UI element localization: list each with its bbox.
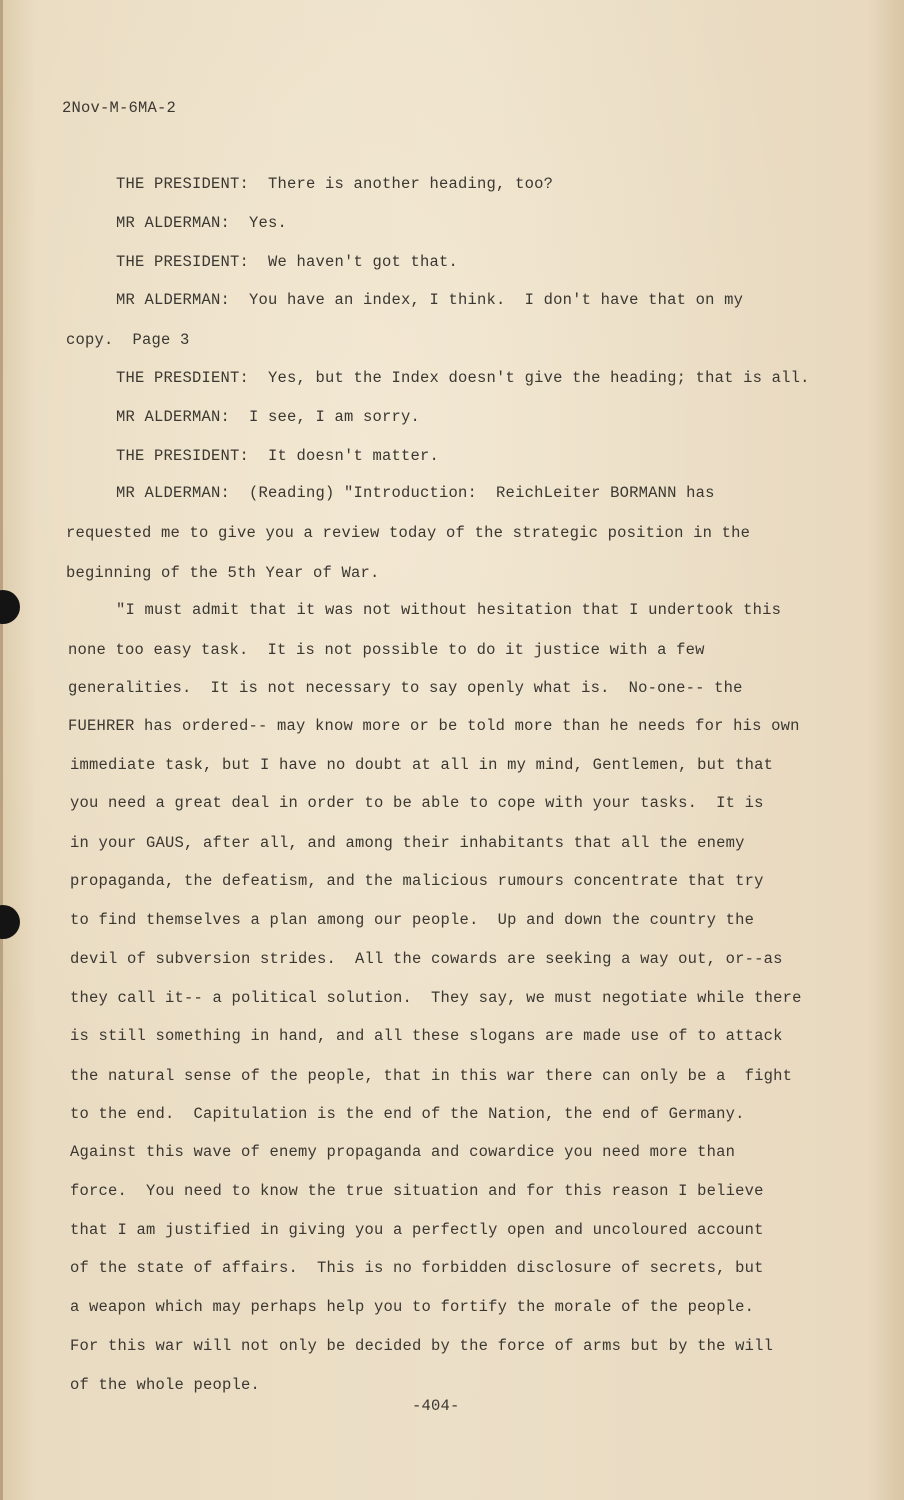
text-line: propaganda, the defeatism, and the malicious rumours concentrate that try — [70, 872, 764, 890]
text-line: beginning of the 5th Year of War. — [66, 564, 380, 582]
text-line: "I must admit that it was not without hesitation that I undertook this — [116, 601, 782, 619]
text-line: MR ALDERMAN: I see, I am sorry. — [116, 408, 421, 426]
text-line: immediate task, but I have no doubt at all in my mind, Gentlemen, but that — [70, 756, 774, 774]
text-line: THE PRESIDENT: It doesn't matter. — [116, 447, 440, 465]
text-line: requested me to give you a review today of the strategic position in the — [66, 524, 751, 542]
text-line: THE PRESIDENT: We haven't got that. — [116, 253, 459, 271]
text-line: THE PRESDIENT: Yes, but the Index doesn't give the heading; that is all. — [116, 369, 810, 387]
text-line: is still something in hand, and all these slogans are made use of to attack — [70, 1027, 783, 1045]
text-line: copy. Page 3 — [66, 331, 190, 349]
text-line: For this war will not only be decided by the force of arms but by the will — [70, 1337, 774, 1355]
paper-edge — [0, 0, 3, 1500]
text-line: to find themselves a plan among our people. Up and down the country the — [70, 911, 755, 929]
text-line: force. You need to know the true situation and for this reason I believe — [70, 1182, 764, 1200]
text-line: a weapon which may perhaps help you to fortify the morale of the people. — [70, 1298, 755, 1316]
text-line: to the end. Capitulation is the end of the Nation, the end of Germany. — [70, 1105, 745, 1123]
text-line: devil of subversion strides. All the cowards are seeking a way out, or--as — [70, 950, 783, 968]
text-line: in your GAUS, after all, and among their inhabitants that all the enemy — [70, 834, 745, 852]
text-line: generalities. It is not necessary to say openly what is. No-one-- the — [68, 679, 743, 697]
text-line: of the state of affairs. This is no forbidden disclosure of secrets, but — [70, 1259, 764, 1277]
page-number: -404- — [412, 1397, 460, 1415]
text-line: FUEHRER has ordered-- may know more or be told more than he needs for his own — [68, 717, 800, 735]
text-line: you need a great deal in order to be able to cope with your tasks. It is — [70, 794, 764, 812]
text-line: of the whole people. — [70, 1376, 261, 1394]
text-line: the natural sense of the people, that in this war there can only be a fight — [70, 1067, 793, 1085]
text-line: THE PRESIDENT: There is another heading, too? — [116, 175, 554, 193]
text-line: none too easy task. It is not possible to do it justice with a few — [68, 641, 705, 659]
text-line: MR ALDERMAN: You have an index, I think. I don't have that on my — [116, 291, 744, 309]
text-line: they call it-- a political solution. They say, we must negotiate while there — [70, 989, 802, 1007]
text-line: MR ALDERMAN: (Reading) "Introduction: ReichLeiter BORMANN has — [116, 484, 715, 502]
text-line: that I am justified in giving you a perfectly open and uncoloured account — [70, 1221, 764, 1239]
punch-hole-upper — [0, 590, 20, 624]
punch-hole-lower — [0, 905, 20, 939]
text-line: Against this wave of enemy propaganda and cowardice you need more than — [70, 1143, 736, 1161]
text-line: MR ALDERMAN: Yes. — [116, 214, 288, 232]
document-header-code: 2Nov-M-6MA-2 — [62, 99, 177, 117]
